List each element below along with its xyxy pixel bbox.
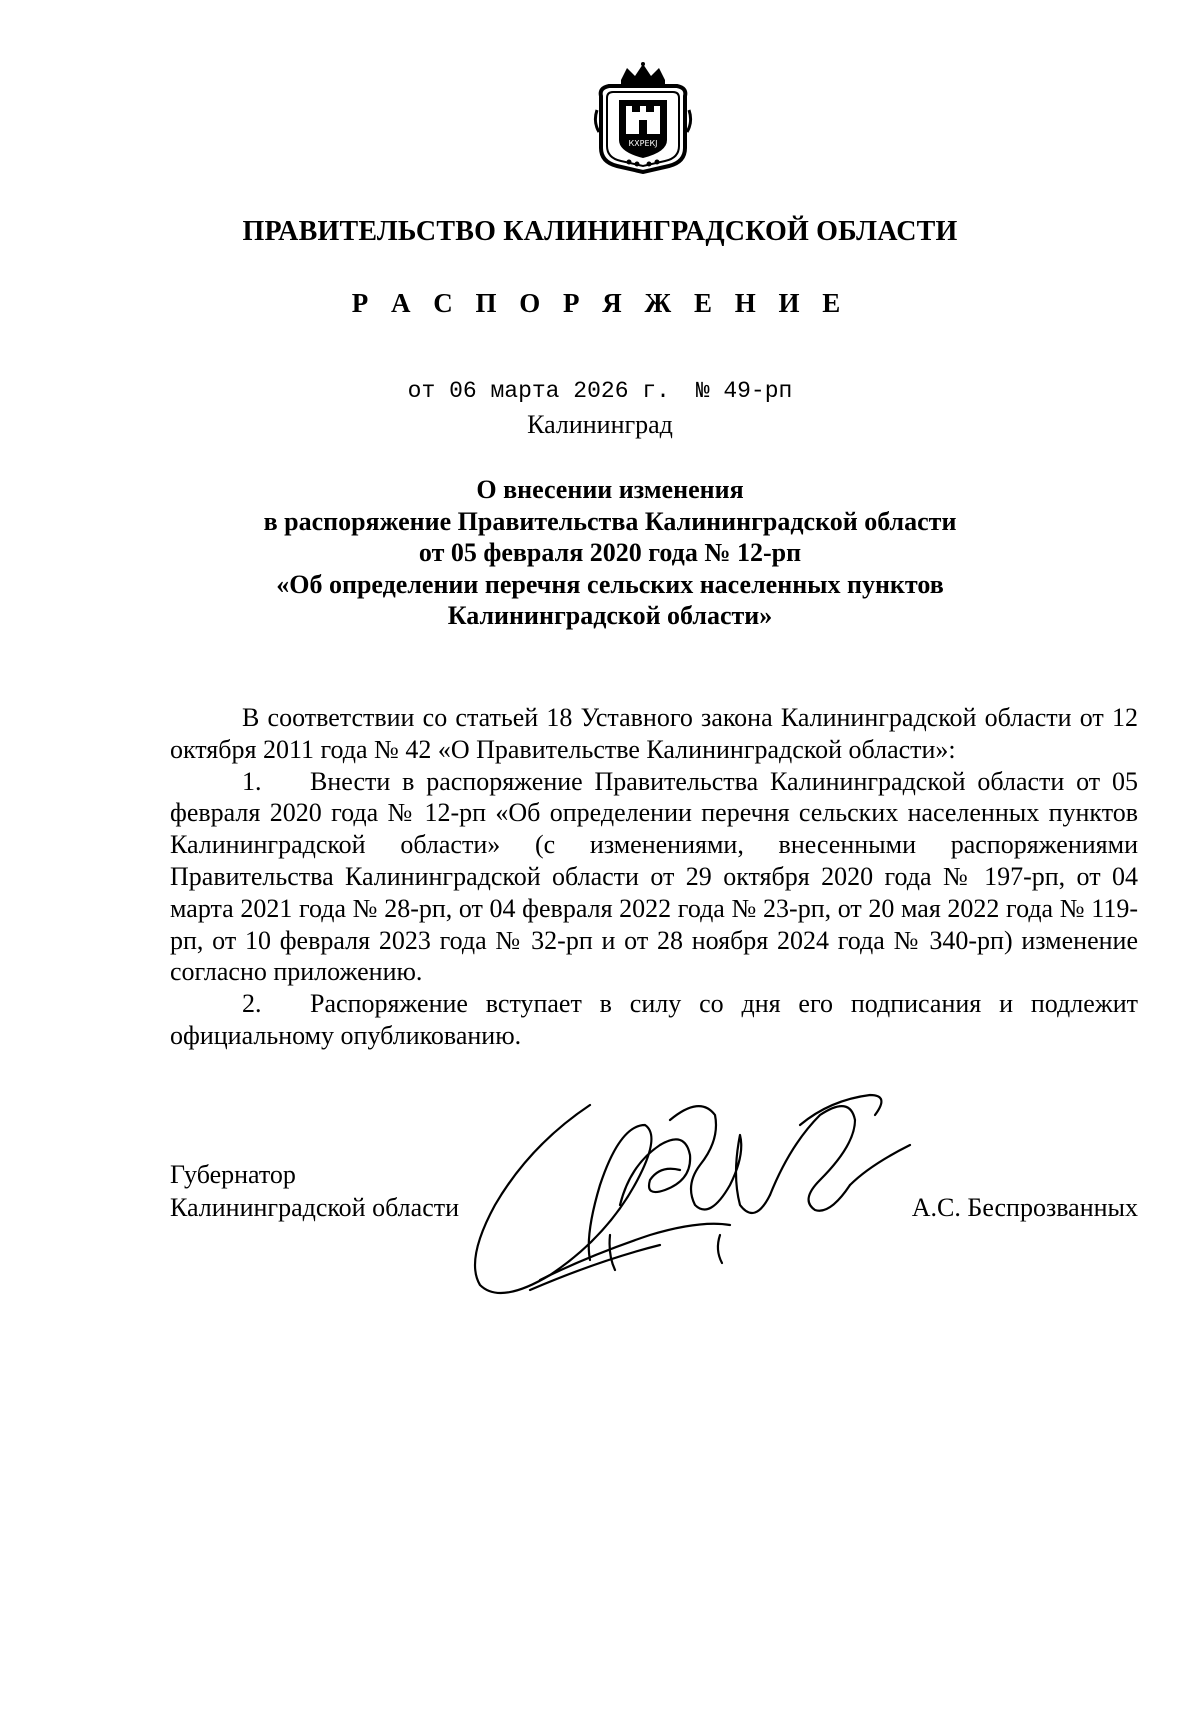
subject-line: в распоряжение Правительства Калининградской области xyxy=(263,506,957,536)
signatory-name: А.С. Беспрозванных xyxy=(911,1193,1138,1222)
organization-title: ПРАВИТЕЛЬСТВО КАЛИНИНГРАДСКОЙ ОБЛАСТИ xyxy=(242,216,958,247)
position-line: Губернатор xyxy=(170,1160,296,1189)
subject-line: О внесении изменения xyxy=(476,475,744,504)
subject-line: «Об определении перечня сельских населенных пунктов xyxy=(276,569,944,599)
city: Калининград xyxy=(527,410,673,439)
document-body xyxy=(170,702,1138,1052)
date-number-line xyxy=(0,378,1200,404)
document-number: № 49-рп xyxy=(695,378,793,404)
subject-heading xyxy=(200,474,1020,632)
subject-line: Калининградской области» xyxy=(447,601,773,630)
item-text: Распоряжение вступает в силу со дня его подписания и подлежит официальному опубликованию. xyxy=(170,989,1138,1050)
item-number: 2. xyxy=(242,989,262,1019)
document-type: Р А С П О Р Я Ж Е Н И Е xyxy=(351,288,849,318)
document-date: от 06 марта 2026 г. xyxy=(407,378,670,404)
position-line: Калининградской области xyxy=(170,1193,460,1222)
handwritten-signature xyxy=(470,1085,930,1315)
item-number: 1. xyxy=(242,766,262,796)
coat-of-arms-icon xyxy=(593,62,693,174)
preamble-paragraph: В соответствии со статьей 18 Уставного закона Калининградской области от 12 октября 2011 года № 42 «О Правительстве Калининградской области»: xyxy=(170,703,1138,764)
signatory-position xyxy=(170,1158,459,1224)
subject-line: от 05 февраля 2020 года № 12-рп xyxy=(418,538,802,567)
list-item xyxy=(170,988,1138,1052)
item-text: Внести в распоряжение Правительства Калининградской области от 05 февраля 2020 года № 12-рп «Об определении перечня сельских населенных пунктов Калининградской области» (с изменениями, внесенными распоряжениями Правительства Калининградской области от 29 октября 2020 года № 197-рп, от 04 марта 2021 года № 28-рп, от 04 февраля 2022 года № 23-рп, от 20 мая 2022 года № 119-рп, от 10 февраля 2023 года № 32-рп и от 28 ноября 2024 года № 340-рп) изменение согласно приложению. xyxy=(170,766,1138,987)
list-item xyxy=(170,766,1138,989)
svg-text:КXРЕКJ: КXРЕКJ xyxy=(628,139,658,148)
